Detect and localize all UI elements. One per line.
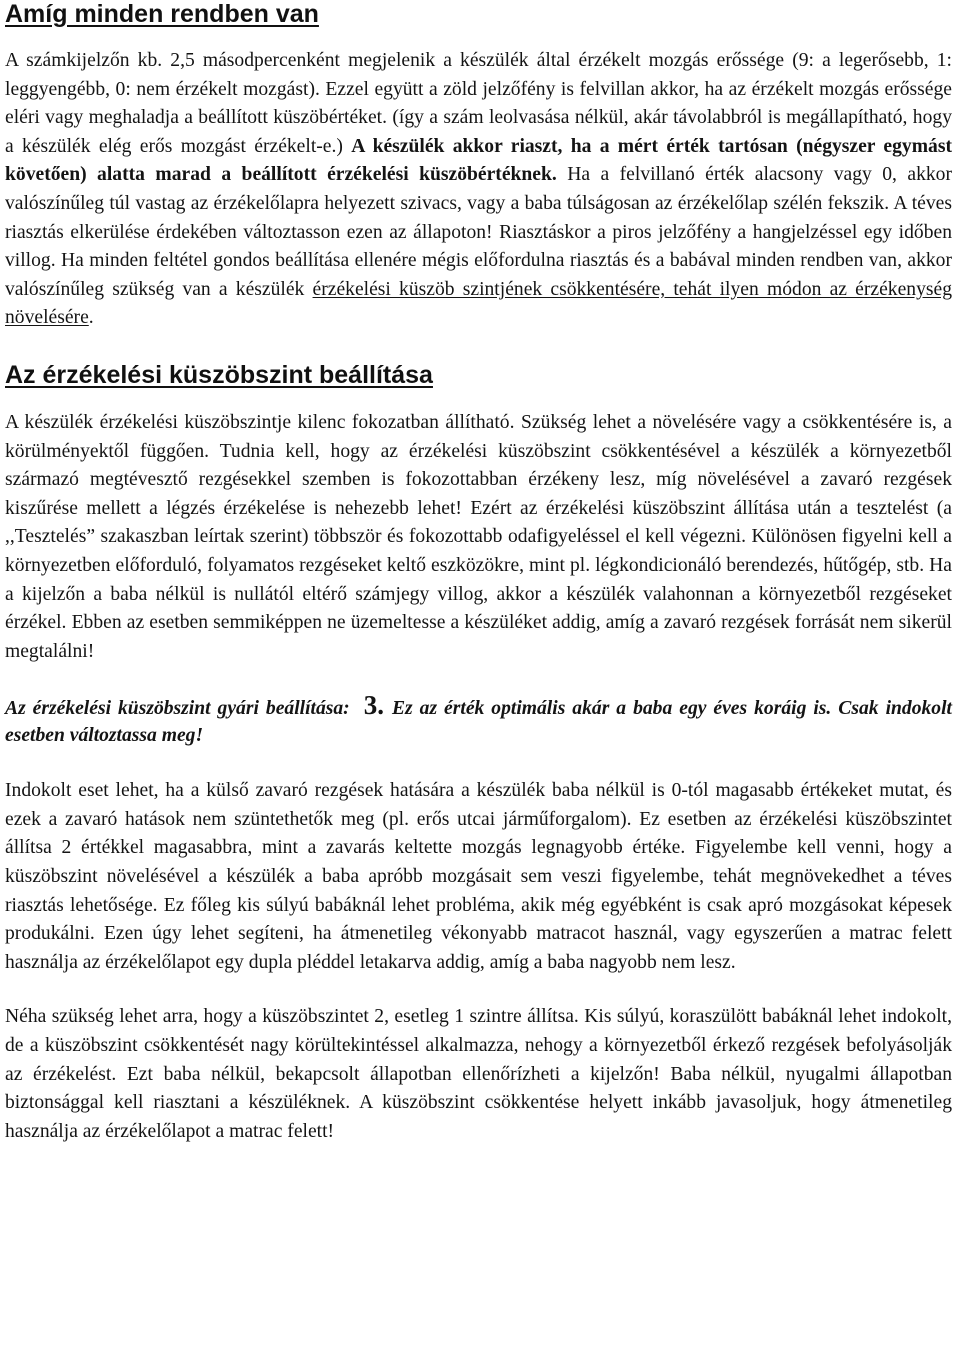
alarm-condition-bold-text: A készülék akkor riaszt, ha a mért érték tartósan (négyszer egymást követően) alatta marad a beállított érzékelési küszöbértéknek.: [5, 135, 952, 186]
intro-text-3: Ha a felvillanó érték alacsony vagy 0, akkor valószínűleg túl vastag az érzékelőlapra helyezett szivacs, vagy a baba túlságosan az érzékelőlap szélén fekszik. A téves riasztás elkerülése érdekében változtasson ezen az állapoton! Riasztáskor a piros jelzőfény a hangjelzéssel egy időben villog. Ha minden feltétel gondos beállítása ellenére mégis előfordulna riasztás és a babával minden rendben van, akkor valószínűleg szükség van a készülék: [5, 164, 952, 300]
threshold-reduction-underlined-text: érzékelési küszöb szintjének csökkentésére, tehát ilyen módon az érzékenység növelésére: [5, 278, 953, 329]
justified-case-paragraph: Indokolt eset lehet, ha a külső zavaró rezgések hatására a készülék baba nélkül is 0-tól magasabb értékeket mutat, és ezek a zavaró hatások nem szüntethetők meg (pl. erős utcai járműforgalom). Ez esetben az érzékelési küszöbszintet állítsa 2 értékkel magasabbra, mint a zavarás keltette mozgás legnagyobb értéke. Figyelembe kell venni, hogy a küszöbszint növelésével a készülék a baba apróbb mozgásait sem veszi figyelembe, tehát megnövekedhet a téves riasztás lehetősége. Ez főleg kis súlyú babáknál lehet probléma, akik még egyébként is csak apró mozgásokat képesek produkálni. Ezen úgy lehet segíteni, ha átmenetileg vékonyabb matracot használ, vagy egyszerűen a matrac felett használja az érzékelőlapot egy dupla pléddel letakarva addig, amíg a baba nagyobb nem lesz.: [5, 780, 952, 973]
intro-text-1: A számkijelzőn kb. 2,5 másodpercenként megjelenik a készülék által érzékelt mozgás erőssége (9: a legerősebb, 1: leggyengébb, 0: nem érzékelt mozgást). Ezzel együtt a zöld jelzőfény is felvillan akkor, ha az érzékelt mozgás erőssége eléri vagy meghaladja a beállított küszöbértéket. (így a szám leolvasása nélkül, akár távolabbról is megállapítható, hogy a készülék elég erős mozgást érzékelt-e.): [5, 50, 952, 157]
factory-setting-label: Az érzékelési küszöbszint gyári beállítása:: [5, 698, 350, 720]
lower-threshold-paragraph: Néha szükség lehet arra, hogy a küszöbszintet 2, esetleg 1 szintre állítsa. Kis súlyú, koraszülött babáknál lehet indokolt, de a küszöbszint csökkentését nagy körültekintéssel alkalmazza, nehogy a környezetből érkező rezgések befolyásolják az érzékelést. Ezt baba nélkül, bekapcsolt állapotban ellenőrízheti a kijelzőn! Baba nélkül, nyugalmi állapotban biztonsággal kell riasztani a készüléknek. A küszöbszint csökkentése helyett inkább javasoljuk, hogy átmenetileg használja az érzékelőlapot a matrac felett!: [5, 1006, 952, 1142]
intro-text-5: .: [88, 307, 94, 329]
factory-setting-value: 3.: [363, 690, 384, 721]
heading-all-is-well: Amíg minden rendben van: [5, 0, 319, 28]
factory-setting-paragraph: [5, 692, 952, 749]
heading-threshold-setting: Az érzékelési küszöbszint beállítása: [5, 360, 433, 389]
factory-setting-note: Ez az érték optimális akár a baba egy éves koráig is. Csak indokolt esetben változtassa meg!: [5, 698, 952, 747]
intro-paragraph: [5, 47, 952, 333]
threshold-paragraph: A készülék érzékelési küszöbszintje kilenc fokozatban állítható. Szükség lehet a növelésére vagy a csökkentésére is, a körülményektől függően. Tudnia kell, hogy az érzékelési küszöbszint csökkentésével a készülék a környezetből származó megtévesztő rezgésekkel szemben is fokozottabban érzékeny lesz, míg növelésével a zavaró rezgések kiszűrése mellett a légzés érzékelése is nehezebb lehet! Ezért az érzékelési küszöbszint állítása után a tesztelést (a ,,Tesztelés” szakaszban leírtak szerint) többször és fokozottabb odafigyeléssel el kell végezni. Különösen figyelni kell a környezetben előforduló, folyamatos rezgéseket keltő eszközökre, mint pl. légkondicionáló berendezés, hűtőgép, stb. Ha a kijelzőn a baba nélkül is nullától eltérő számjegy villog, akkor a készülék valahonnan a környezetből rezgéseket érzékel. Ebben az esetben semmiképpen ne üzemeltesse a készüléket addig, amíg a zavaró rezgések forrását nem sikerül megtalálni!: [5, 411, 952, 662]
